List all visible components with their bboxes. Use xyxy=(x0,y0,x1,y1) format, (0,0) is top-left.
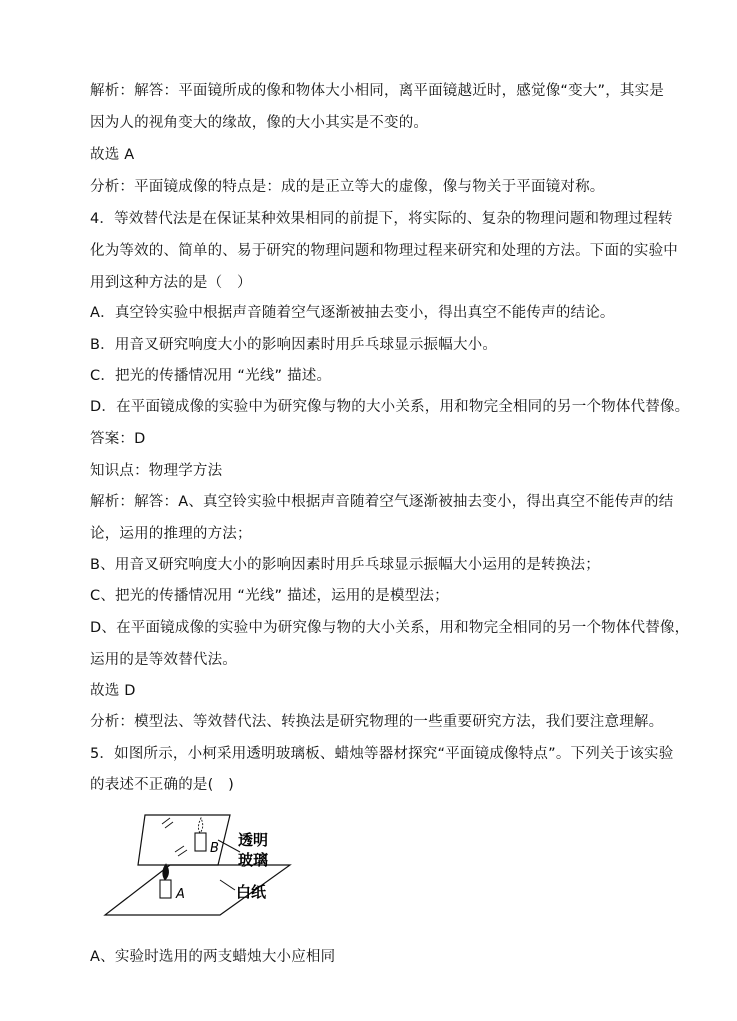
text-line: 解析：解答：A、真空铃实验中根据声音随着空气逐渐被抽去变小，得出真空不能传声的结 xyxy=(90,494,674,510)
text-line: 分析：模型法、等效替代法、转换法是研究物理的一些重要研究方法，我们要注意理解。 xyxy=(90,714,664,730)
text-line: 用到这种方法的是（ ） xyxy=(90,275,252,291)
label-glass-1: 透明 xyxy=(238,831,269,849)
candle-a-flame xyxy=(163,864,169,880)
question-4-line: 4．等效替代法是在保证某种效果相同的前提下，将实际的、复杂的物理问题和物理过程转 xyxy=(90,211,673,227)
mirror-experiment-figure xyxy=(100,800,340,930)
text-line: 分析：平面镜成像的特点是：成的是正立等大的虚像，像与物关于平面镜对称。 xyxy=(90,179,605,195)
text-line: 论，运用的推理的方法； xyxy=(90,526,252,542)
glass-plate-shape xyxy=(138,815,230,865)
text-line: 运用的是等效替代法。 xyxy=(90,652,237,668)
text-line: 故选 D xyxy=(90,683,136,699)
option-a-line: A、实验时选用的两支蜡烛大小应相同 xyxy=(90,949,336,965)
option-d: D．在平面镜成像的实验中为研究像与物的大小关系，用和物完全相同的另一个物体代替像。 xyxy=(90,399,690,415)
knowledge-point: 知识点：物理学方法 xyxy=(90,463,223,479)
label-paper: 白纸 xyxy=(236,883,267,901)
text-line: 解析：解答：平面镜所成的像和物体大小相同，离平面镜越近时，感觉像“变大”，其实是 xyxy=(90,83,665,99)
text-line: C、把光的传播情况用 “光线” 描述，运用的是模型法； xyxy=(90,588,449,604)
text-line: D、在平面镜成像的实验中为研究像与物的大小关系，用和物完全相同的另一个物体代替像， xyxy=(90,620,690,636)
option-a: A．真空铃实验中根据声音随着空气逐渐被抽去变小，得出真空不能传声的结论。 xyxy=(90,305,615,321)
label-glass-2: 玻璃 xyxy=(238,851,269,869)
label-b: B xyxy=(210,841,219,856)
option-c: C．把光的传播情况用 “光线” 描述。 xyxy=(90,368,332,384)
text-line: 因为人的视角变大的缘故，像的大小其实是不变的。 xyxy=(90,115,429,131)
label-a: A xyxy=(176,887,185,902)
text-line: 故选 A xyxy=(90,147,135,163)
candle-b xyxy=(195,833,206,851)
answer-line: 答案：D xyxy=(90,431,146,447)
text-line: B、用音叉研究响度大小的影响因素时用乒乓球显示振幅大小运用的是转换法； xyxy=(90,557,600,573)
option-b: B．用音叉研究响度大小的影响因素时用乒乓球显示振幅大小。 xyxy=(90,337,498,353)
text-line: 的表述不正确的是( ) xyxy=(90,777,235,793)
text-line: 化为等效的、简单的、易于研究的物理问题和物理过程来研究和处理的方法。下面的实验中 xyxy=(90,243,678,259)
question-5-line: 5．如图所示，小柯采用透明玻璃板、蜡烛等器材探究“平面镜成像特点”。下列关于该实验 xyxy=(90,746,674,762)
candle-a xyxy=(160,880,171,898)
candle-b-flame xyxy=(198,818,202,833)
